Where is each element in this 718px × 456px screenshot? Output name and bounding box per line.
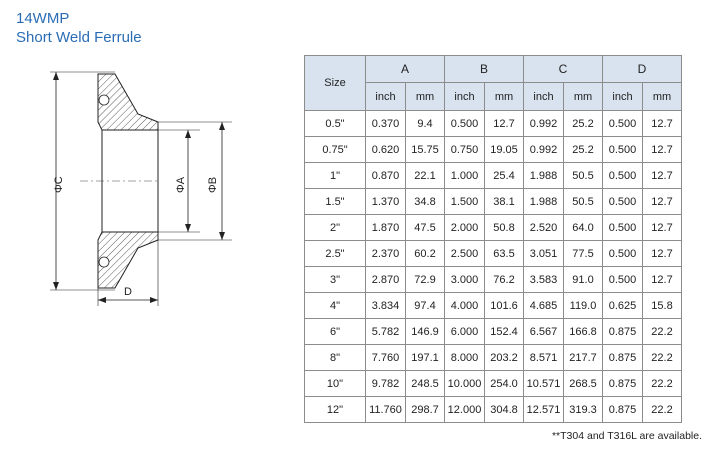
size-cell: 2" (305, 215, 366, 241)
product-code: 14WMP (16, 10, 70, 27)
value-cell: 10.000 (445, 371, 485, 397)
value-cell: 76.2 (485, 267, 524, 293)
table-row (305, 345, 682, 371)
value-cell: 4.685 (524, 293, 564, 319)
value-cell: 197.1 (406, 345, 445, 371)
value-cell: 0.500 (603, 163, 643, 189)
value-cell: 5.782 (366, 319, 406, 345)
value-cell: 3.051 (524, 241, 564, 267)
value-cell: 10.571 (524, 371, 564, 397)
label-d: D (124, 286, 132, 298)
value-cell: 3.000 (445, 267, 485, 293)
value-cell: 1.000 (445, 163, 485, 189)
value-cell: 19.05 (485, 137, 524, 163)
ferrule-top-section (98, 74, 158, 130)
value-cell: 0.370 (366, 111, 406, 137)
value-cell: 1.870 (366, 215, 406, 241)
value-cell: 2.520 (524, 215, 564, 241)
value-cell: 0.625 (603, 293, 643, 319)
value-cell: 25.2 (564, 111, 603, 137)
value-cell: 0.875 (603, 371, 643, 397)
value-cell: 77.5 (564, 241, 603, 267)
product-name: Short Weld Ferrule (16, 29, 142, 46)
value-cell: 8.000 (445, 345, 485, 371)
size-header: Size (305, 56, 366, 111)
value-cell: 1.370 (366, 189, 406, 215)
size-cell: 0.75" (305, 137, 366, 163)
value-cell: 50.5 (564, 163, 603, 189)
value-cell: 22.2 (643, 345, 682, 371)
ferrule-drawing (40, 62, 250, 312)
value-cell: 0.500 (603, 111, 643, 137)
value-cell: 15.75 (406, 137, 445, 163)
value-cell: 91.0 (564, 267, 603, 293)
size-cell: 0.5" (305, 111, 366, 137)
value-cell: 0.875 (603, 397, 643, 423)
size-cell: 2.5" (305, 241, 366, 267)
value-cell: 60.2 (406, 241, 445, 267)
value-cell: 12.7 (643, 241, 682, 267)
value-cell: 12.571 (524, 397, 564, 423)
table-row (305, 137, 682, 163)
size-cell: 8" (305, 345, 366, 371)
value-cell: 119.0 (564, 293, 603, 319)
value-cell: 22.1 (406, 163, 445, 189)
size-cell: 1.5" (305, 189, 366, 215)
value-cell: 319.3 (564, 397, 603, 423)
value-cell: 2.370 (366, 241, 406, 267)
value-cell: 11.760 (366, 397, 406, 423)
label-phi-a: ΦA (175, 176, 187, 193)
value-cell: 1.988 (524, 163, 564, 189)
value-cell: 248.5 (406, 371, 445, 397)
value-cell: 15.8 (643, 293, 682, 319)
value-cell: 64.0 (564, 215, 603, 241)
value-cell: 0.620 (366, 137, 406, 163)
value-cell: 12.7 (485, 111, 524, 137)
table-row (305, 371, 682, 397)
unit-header: inch (524, 83, 564, 111)
value-cell: 2.500 (445, 241, 485, 267)
value-cell: 7.760 (366, 345, 406, 371)
value-cell: 0.500 (603, 189, 643, 215)
value-cell: 25.2 (564, 137, 603, 163)
dim-phi-b (158, 122, 232, 240)
table-row (305, 215, 682, 241)
value-cell: 1.500 (445, 189, 485, 215)
unit-header: mm (485, 83, 524, 111)
value-cell: 304.8 (485, 397, 524, 423)
group-header-c: C (524, 56, 603, 83)
value-cell: 12.7 (643, 267, 682, 293)
size-cell: 4" (305, 293, 366, 319)
table-body (305, 111, 682, 423)
value-cell: 3.583 (524, 267, 564, 293)
value-cell: 47.5 (406, 215, 445, 241)
value-cell: 9.4 (406, 111, 445, 137)
value-cell: 34.8 (406, 189, 445, 215)
value-cell: 50.8 (485, 215, 524, 241)
value-cell: 6.567 (524, 319, 564, 345)
value-cell: 22.2 (643, 319, 682, 345)
value-cell: 12.7 (643, 215, 682, 241)
value-cell: 166.8 (564, 319, 603, 345)
value-cell: 72.9 (406, 267, 445, 293)
value-cell: 2.000 (445, 215, 485, 241)
table-row (305, 267, 682, 293)
size-cell: 3" (305, 267, 366, 293)
value-cell: 97.4 (406, 293, 445, 319)
value-cell: 38.1 (485, 189, 524, 215)
size-cell: 6" (305, 319, 366, 345)
value-cell: 203.2 (485, 345, 524, 371)
value-cell: 0.500 (445, 111, 485, 137)
value-cell: 0.750 (445, 137, 485, 163)
value-cell: 22.2 (643, 397, 682, 423)
value-cell: 0.500 (603, 137, 643, 163)
value-cell: 50.5 (564, 189, 603, 215)
value-cell: 152.4 (485, 319, 524, 345)
unit-header: inch (366, 83, 406, 111)
value-cell: 12.7 (643, 189, 682, 215)
value-cell: 12.000 (445, 397, 485, 423)
label-phi-b: ΦB (207, 176, 219, 193)
size-cell: 1" (305, 163, 366, 189)
value-cell: 9.782 (366, 371, 406, 397)
value-cell: 101.6 (485, 293, 524, 319)
size-cell: 10" (305, 371, 366, 397)
ferrule-body (80, 122, 160, 240)
group-header-b: B (445, 56, 524, 83)
value-cell: 268.5 (564, 371, 603, 397)
title-block (16, 9, 142, 47)
table-row (305, 189, 682, 215)
group-header-d: D (603, 56, 682, 83)
value-cell: 12.7 (643, 163, 682, 189)
table-row (305, 241, 682, 267)
table-row (305, 163, 682, 189)
unit-header: mm (643, 83, 682, 111)
footnote: **T304 and T316L are available. (551, 430, 702, 442)
label-phi-c: ΦC (53, 176, 65, 193)
dimensions-table (304, 55, 682, 423)
value-cell: 0.500 (603, 215, 643, 241)
table-row (305, 111, 682, 137)
value-cell: 1.988 (524, 189, 564, 215)
value-cell: 0.500 (603, 241, 643, 267)
value-cell: 25.4 (485, 163, 524, 189)
unit-header: mm (406, 83, 445, 111)
value-cell: 0.992 (524, 111, 564, 137)
value-cell: 0.875 (603, 319, 643, 345)
value-cell: 4.000 (445, 293, 485, 319)
unit-header: mm (564, 83, 603, 111)
value-cell: 3.834 (366, 293, 406, 319)
table-row (305, 397, 682, 423)
value-cell: 146.9 (406, 319, 445, 345)
table-row (305, 319, 682, 345)
ferrule-bottom-section (98, 232, 158, 288)
value-cell: 12.7 (643, 137, 682, 163)
value-cell: 254.0 (485, 371, 524, 397)
value-cell: 12.7 (643, 111, 682, 137)
value-cell: 2.870 (366, 267, 406, 293)
value-cell: 0.500 (603, 267, 643, 293)
table-row (305, 293, 682, 319)
group-header-a: A (366, 56, 445, 83)
value-cell: 63.5 (485, 241, 524, 267)
value-cell: 8.571 (524, 345, 564, 371)
unit-header: inch (445, 83, 485, 111)
size-cell: 12" (305, 397, 366, 423)
value-cell: 0.875 (603, 345, 643, 371)
value-cell: 0.992 (524, 137, 564, 163)
value-cell: 6.000 (445, 319, 485, 345)
unit-header: inch (603, 83, 643, 111)
value-cell: 298.7 (406, 397, 445, 423)
value-cell: 0.870 (366, 163, 406, 189)
value-cell: 22.2 (643, 371, 682, 397)
value-cell: 217.7 (564, 345, 603, 371)
